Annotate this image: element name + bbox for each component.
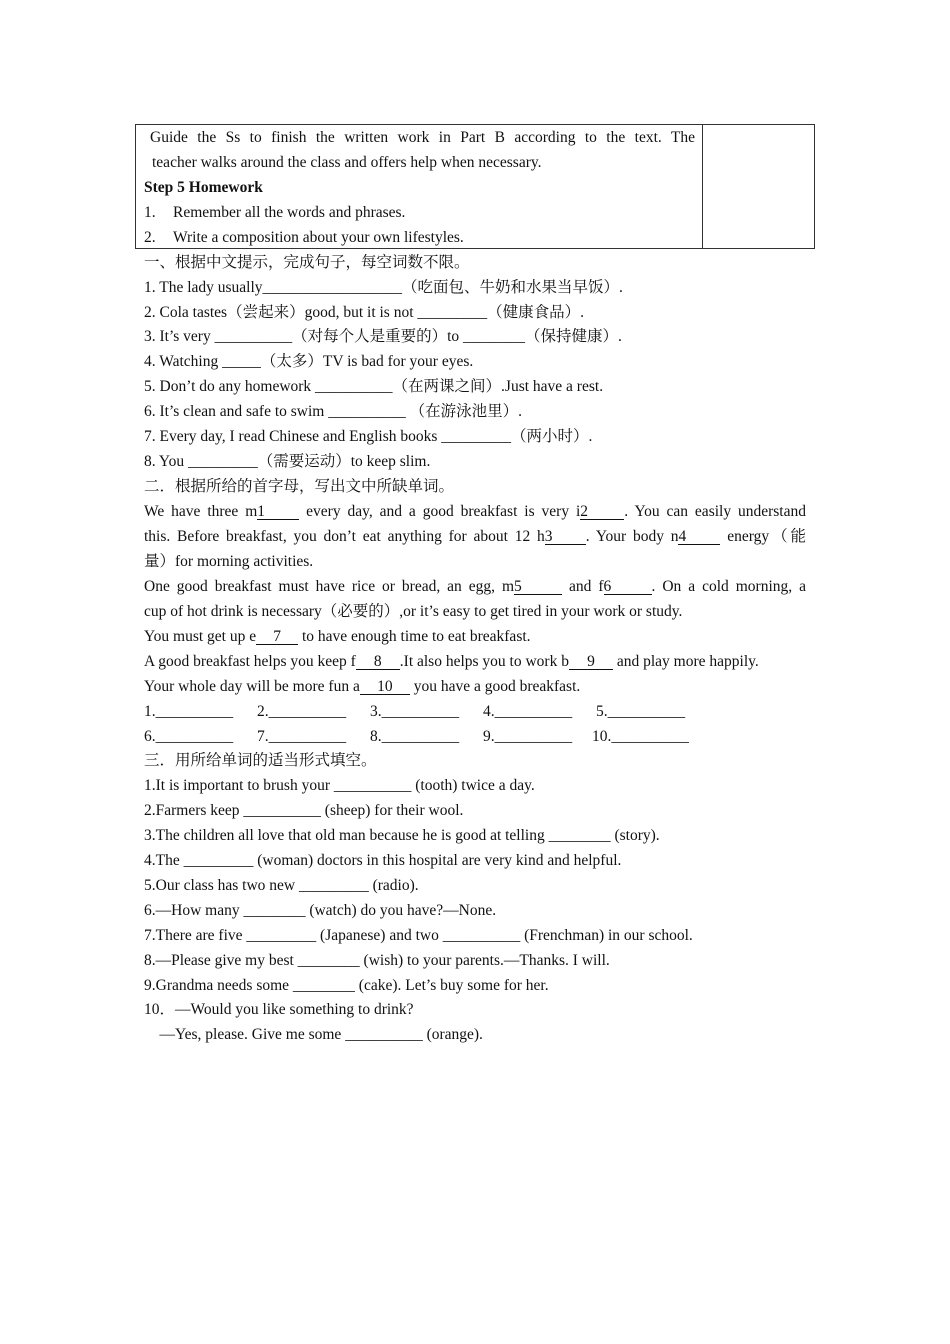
homework-item-1: Remember all the words and phrases. [173,204,406,221]
section3-item: 6.—How many ________ (watch) do you have?—None. [144,902,497,919]
section3-item: 1.It is important to brush your __________ (tooth) twice a day. [144,777,535,794]
guide-line-2: teacher walks around the class and offers help when necessary. [152,154,542,171]
section3-item: 10．—Would you like something to drink? [144,1001,414,1018]
answer-slot: 9.__________ [483,728,573,745]
section3-heading: 三．用所给单词的适当形式填空。 [144,752,377,769]
answer-slot: 4.__________ [483,703,573,720]
blank-6: 6 [604,577,652,595]
passage-line-4: One good breakfast must have rice or bread, an egg, m5 and f6 . On a cold morning, a [144,578,806,595]
passage-line-6: You must get up e 7 to have enough time to eat breakfast. [144,628,531,645]
blank-4: 4 [678,527,720,545]
section3-item: 9.Grandma needs some ________ (cake). Let’s buy some for her. [144,977,549,994]
section3-item: 2.Farmers keep __________ (sheep) for their wool. [144,802,464,819]
answer-slot: 1.__________ [144,703,234,720]
section1-item: 1. The lady usually__________________（吃面包、牛奶和水果当早饭）. [144,279,623,296]
answer-slot: 8.__________ [370,728,460,745]
blank-3: 3 [545,527,586,545]
section1-item: 5. Don’t do any homework __________（在两课之间）.Just have a rest. [144,378,604,395]
homework-item-1-num: 1. [144,204,156,221]
answer-slot: 3.__________ [370,703,460,720]
section3-item: 4.The _________ (woman) doctors in this hospital are very kind and helpful. [144,852,622,869]
section3-item: —Yes, please. Give me some __________ (orange). [144,1026,483,1043]
step5-heading: Step 5 Homework [144,179,263,196]
section1-item: 7. Every day, I read Chinese and English books _________（两小时）. [144,428,593,445]
section1-item: 6. It’s clean and safe to swim __________ （在游泳池里）. [144,403,522,420]
blank-5: 5 [514,577,562,595]
passage-line-3: 量）for morning activities. [144,553,314,570]
section1-heading: 一、根据中文提示，完成句子，每空词数不限。 [144,254,470,271]
section1-item: 4. Watching _____（太多）TV is bad for your eyes. [144,353,474,370]
blank-8: 8 [356,652,400,670]
answer-slot: 7.__________ [257,728,347,745]
blank-9: 9 [569,652,613,670]
table-right-cell [702,125,814,248]
passage-line-2: this. Before breakfast, you don’t eat anything for about 12 h3 . Your body n4 energy（能 [144,528,806,545]
section3-item: 8.—Please give my best ________ (wish) to your parents.—Thanks. I will. [144,952,610,969]
section3-item: 5.Our class has two new _________ (radio). [144,877,419,894]
blank-2: 2 [580,502,624,520]
passage-line-5: cup of hot drink is necessary（必要的）,or it’s easy to get tired in your work or study. [144,603,683,620]
guide-line-1: Guide the Ss to finish the written work in Part B according to the text. The [150,129,695,146]
table-left-cell [136,125,704,248]
answer-slot: 6.__________ [144,728,234,745]
section3-item: 7.There are five _________ (Japanese) and two __________ (Frenchman) in our school. [144,927,693,944]
answer-slot: 2.__________ [257,703,347,720]
passage-line-8: Your whole day will be more fun a 10 you have a good breakfast. [144,678,581,695]
homework-item-2-num: 2. [144,229,156,246]
section3-item: 3.The children all love that old man because he is good at telling ________ (story). [144,827,660,844]
homework-item-2: Write a composition about your own lifestyles. [173,229,464,246]
section2-heading: 二．根据所给的首字母，写出文中所缺单词。 [144,478,455,495]
blank-10: 10 [360,677,410,695]
answer-slot: 5.__________ [596,703,686,720]
section1-item: 2. Cola tastes（尝起来）good, but it is not _________（健康食品）. [144,304,585,321]
section1-item: 3. It’s very __________（对每个人是重要的）to ________（保持健康）. [144,328,622,345]
passage-line-1: We have three m1 every day, and a good breakfast is very i2 . You can easily understand [144,503,806,520]
passage-line-7: A good breakfast helps you keep f 8 .It also helps you to work b 9 and play more happily. [144,653,759,670]
section1-item: 8. You _________（需要运动）to keep slim. [144,453,431,470]
lesson-plan-table [135,124,815,249]
blank-1: 1 [257,502,299,520]
answer-slot: 10.__________ [592,728,689,745]
blank-7: 7 [256,627,298,645]
